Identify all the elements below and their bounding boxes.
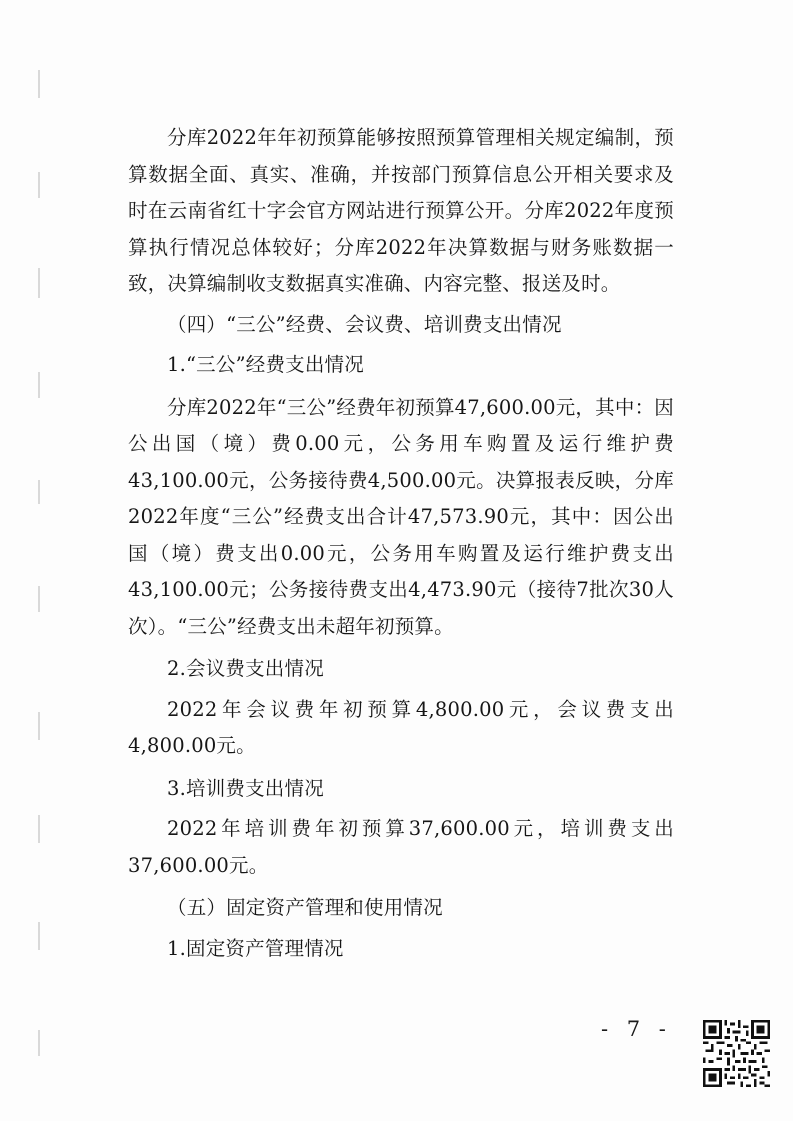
page-number: - 7 - [601,1017,672,1041]
subsection-heading: 3.培训费支出情况 [167,776,324,800]
binding-mark [38,70,40,98]
section-heading: （四）“三公”经费、会议费、培训费支出情况 [167,312,562,336]
binding-mark [38,922,40,950]
subsection-heading: 1.“三公”经费支出情况 [167,353,364,376]
binding-mark [38,815,40,843]
body-paragraph: 2022年会议费年初预算4,800.00元，会议费支出4,800.00元。 [128,697,674,757]
subsection-heading: 1.固定资产管理情况 [167,936,344,960]
subsection-heading: 2.会议费支出情况 [167,657,324,680]
body-paragraph: 分库2022年“三公”经费年初预算47,600.00元，其中：因公出国（境）费0.00元，公务用车购置及运行维护费43,100.00元，公务接待费4,500.00元。决算报表反映，分库2022年度“三公”经费支出合计47,573.90元，其中：因公出国（境）费支出0.00元，公务用车购置及运行维护费支出43,100.00元；公务接待费支出4,473.90元（接待7批次30人次）。“三公”经费支出未超年初预算。 [128,395,674,638]
binding-mark [38,372,40,398]
section-heading: （五）固定资产管理和使用情况 [167,896,443,919]
binding-mark [38,172,40,198]
body-paragraph: 分库2022年年初预算能够按照预算管理相关规定编制，预算数据全面、真实、准确，并按部门预算信息公开相关要求及时在云南省红十字会官方网站进行预算公开。分库2022年度预算执行情况总体较好；分库2022年决算数据与财务账数据一致，决算编制收支数据真实准确、内容完整、报送及时。 [128,126,674,295]
body-paragraph: 2022年培训费年初预算37,600.00元，培训费支出37,600.00元。 [128,817,674,877]
binding-mark [38,712,40,740]
binding-mark [38,480,40,504]
binding-mark [38,1030,40,1056]
qr-code-icon [703,1020,770,1087]
binding-mark [38,268,40,298]
binding-mark [38,586,40,612]
document-body [128,120,674,967]
